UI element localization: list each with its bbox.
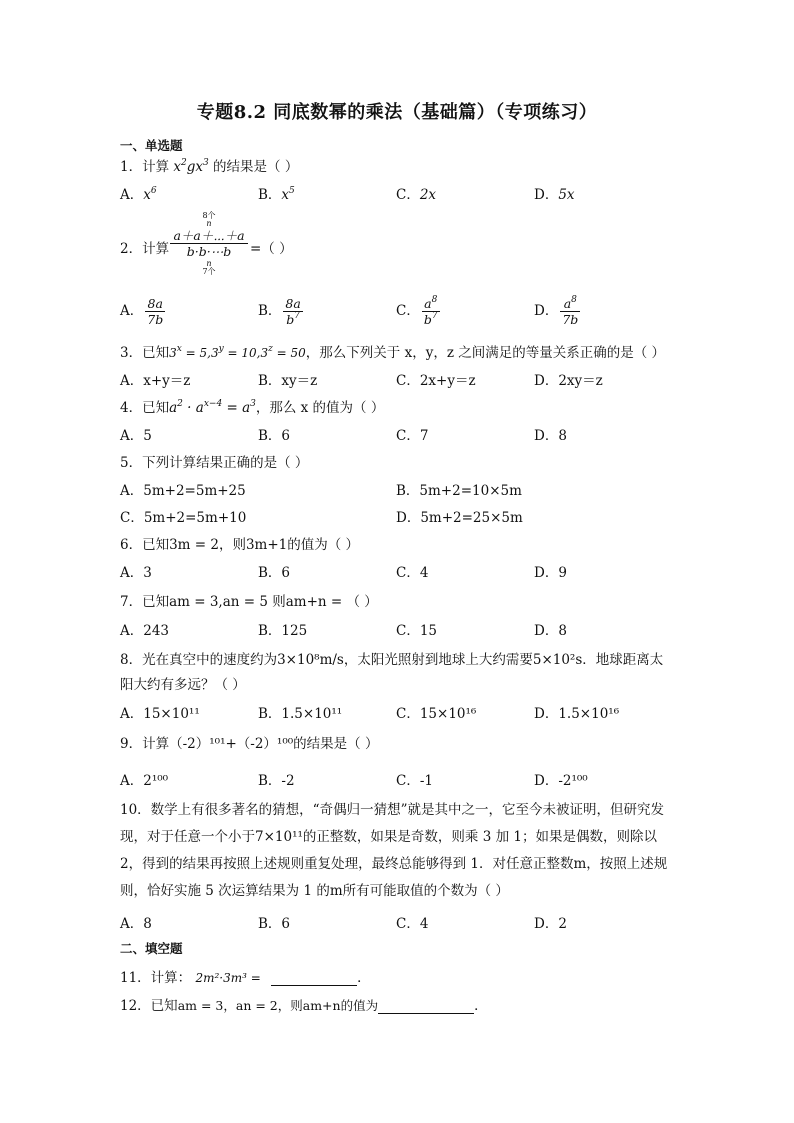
option-b[interactable]: B．-2	[258, 773, 295, 789]
question-1	[120, 155, 298, 175]
question-3-condition: $3^x = 5,3^y = 10,3^z = 50$	[169, 344, 306, 360]
option-b[interactable]: B．$x^5$	[258, 186, 295, 203]
page-title: 专题8.2 同底数幂的乘法（基础篇）（专项练习）	[196, 102, 598, 123]
option-d[interactable]: D．-2¹⁰⁰	[534, 773, 588, 789]
option-b[interactable]: B．5m+2=10×5m	[396, 483, 522, 499]
option-c[interactable]: C．4	[396, 916, 429, 932]
option-a[interactable]: A．3	[120, 565, 152, 581]
option-b[interactable]: B．6	[258, 916, 291, 932]
question-8-line1: 8．光在真空中的速度约为3×10⁸m/s，太阳光照射到地球上大约需要5×10²s．地球距离太	[120, 652, 664, 668]
question-7: 7．已知am = 3,an = 5 则am+n = （ ）	[120, 594, 378, 610]
option-a[interactable]: A．5	[120, 428, 152, 444]
option-d[interactable]: D．1.5×10¹⁶	[534, 706, 620, 722]
question-8-line2: 阳大约有多远？（ ）	[120, 677, 246, 693]
question-5-options-row2	[120, 506, 680, 526]
option-d[interactable]: D．9	[534, 565, 567, 581]
question-2-options	[120, 296, 680, 330]
option-a[interactable]: A．5m+2=5m+25	[120, 483, 246, 499]
section-heading-fill-blank: 二、填空题	[120, 941, 183, 956]
question-6-options	[120, 561, 680, 581]
question-2-tail: =（ ）	[250, 241, 293, 257]
question-3-options	[120, 369, 680, 389]
question-2-stem: 2．计算	[120, 241, 170, 257]
answer-blank-12[interactable]	[378, 999, 474, 1014]
option-a[interactable]: A．8	[120, 916, 152, 932]
option-d[interactable]: D． $\frac{a^8}{7b}$	[534, 295, 579, 327]
answer-blank-11[interactable]	[271, 971, 357, 986]
option-c[interactable]: C．2x+y＝z	[396, 373, 476, 389]
option-b[interactable]: B．xy＝z	[258, 373, 318, 389]
question-1-stem: 1．计算	[120, 159, 170, 175]
option-d[interactable]: D．8	[534, 623, 567, 639]
option-a[interactable]: A．15×10¹¹	[120, 706, 200, 722]
option-c[interactable]: C．7	[396, 428, 429, 444]
option-b[interactable]: B．125	[258, 623, 308, 639]
question-3: 3．已知$3^x = 5,3^y = 10,3^z = 50$，那么下列关于 x，y，z 之间满足的等量关系正确的是（ ）	[120, 344, 666, 361]
question-5-options-row1	[120, 479, 680, 499]
question-1-options	[120, 183, 680, 203]
question-2-fraction: 8个 n a＋a＋⋯＋a b·b·⋯b n 7个	[170, 212, 248, 276]
fraction-denominator: b·b·⋯b	[186, 244, 232, 259]
option-d[interactable]: D．2	[534, 916, 567, 932]
fraction-numerator: a＋a＋⋯＋a	[170, 228, 248, 244]
option-b[interactable]: B． $\frac{8a}{b^7}$	[258, 296, 301, 327]
option-c[interactable]: C．15	[396, 623, 438, 639]
option-a[interactable]: A．x+y＝z	[120, 373, 191, 389]
question-6: 6．已知3m = 2，则3m+1的值为（ ）	[120, 537, 360, 553]
question-4: 4．已知$a^2 \cdot a^{x-4} = a^3$，那么 x 的值为（ ）	[120, 399, 385, 416]
question-9-options	[120, 769, 680, 789]
question-1-expression: $x^2gx^3$	[173, 158, 209, 175]
question-12: 12．已知am = 3，an = 2，则am+n的值为 ．	[120, 998, 488, 1014]
option-b[interactable]: B．6	[258, 428, 291, 444]
question-4-options	[120, 424, 680, 444]
question-4-condition: $a^2 \cdot a^{x-4} = a^3$	[169, 399, 256, 416]
question-11: 11．计算： 2m²·3m³ = ．	[120, 970, 371, 986]
option-a[interactable]: A．$x^6$	[120, 186, 157, 203]
option-c[interactable]: C．2x	[396, 187, 437, 203]
option-b[interactable]: B．6	[258, 565, 291, 581]
question-10: 10．数学上有很多著名的猜想，“奇偶归一猜想”就是其中之一，它至今未被证明，但研究发现，对于任意一个小于7×10¹¹的正整数，如果是奇数，则乘 3 加 1；如果是偶数，则除以 2，得到的结果再按照上述规则重复处理，最终总能够得到 1．对任意正整数m，按照上述规则，恰好实施 5 次运算结果为 1 的m所有可能取值的个数为（ ）	[120, 802, 668, 899]
brace-count-top: 8个	[202, 211, 216, 220]
question-9: 9．计算（-2）¹⁰¹+（-2）¹⁰⁰的结果是（ ）	[120, 736, 379, 752]
option-a[interactable]: A．2¹⁰⁰	[120, 773, 169, 789]
question-8-options	[120, 702, 680, 722]
option-c[interactable]: C．-1	[396, 773, 433, 789]
option-c[interactable]: C．4	[396, 565, 429, 581]
question-7-options	[120, 619, 680, 639]
question-12-expression: am = 3，an = 2，则am+n的值为	[177, 998, 379, 1013]
question-5: 5．下列计算结果正确的是（ ）	[120, 455, 309, 471]
option-a[interactable]: A． $\frac{8a}{7b}$	[120, 296, 164, 327]
section-heading-single-choice: 一、单选题	[120, 138, 183, 153]
brace-count-bottom: 7个	[202, 267, 216, 276]
option-c[interactable]: C． $\frac{a^8}{b^7}$	[396, 295, 438, 327]
question-1-tail: 的结果是（ ）	[213, 159, 299, 175]
option-c[interactable]: C．5m+2=5m+10	[120, 510, 247, 526]
option-b[interactable]: B．1.5×10¹¹	[258, 706, 343, 722]
question-11-expression: 2m²·3m³ =	[195, 971, 261, 985]
option-d[interactable]: D．5m+2=25×5m	[396, 510, 523, 526]
option-c[interactable]: C．15×10¹⁶	[396, 706, 477, 722]
option-a[interactable]: A．243	[120, 623, 170, 639]
option-d[interactable]: D．8	[534, 428, 567, 444]
option-d[interactable]: D．5x	[534, 187, 575, 203]
question-10-options	[120, 912, 680, 932]
option-d[interactable]: D．2xy＝z	[534, 373, 603, 389]
